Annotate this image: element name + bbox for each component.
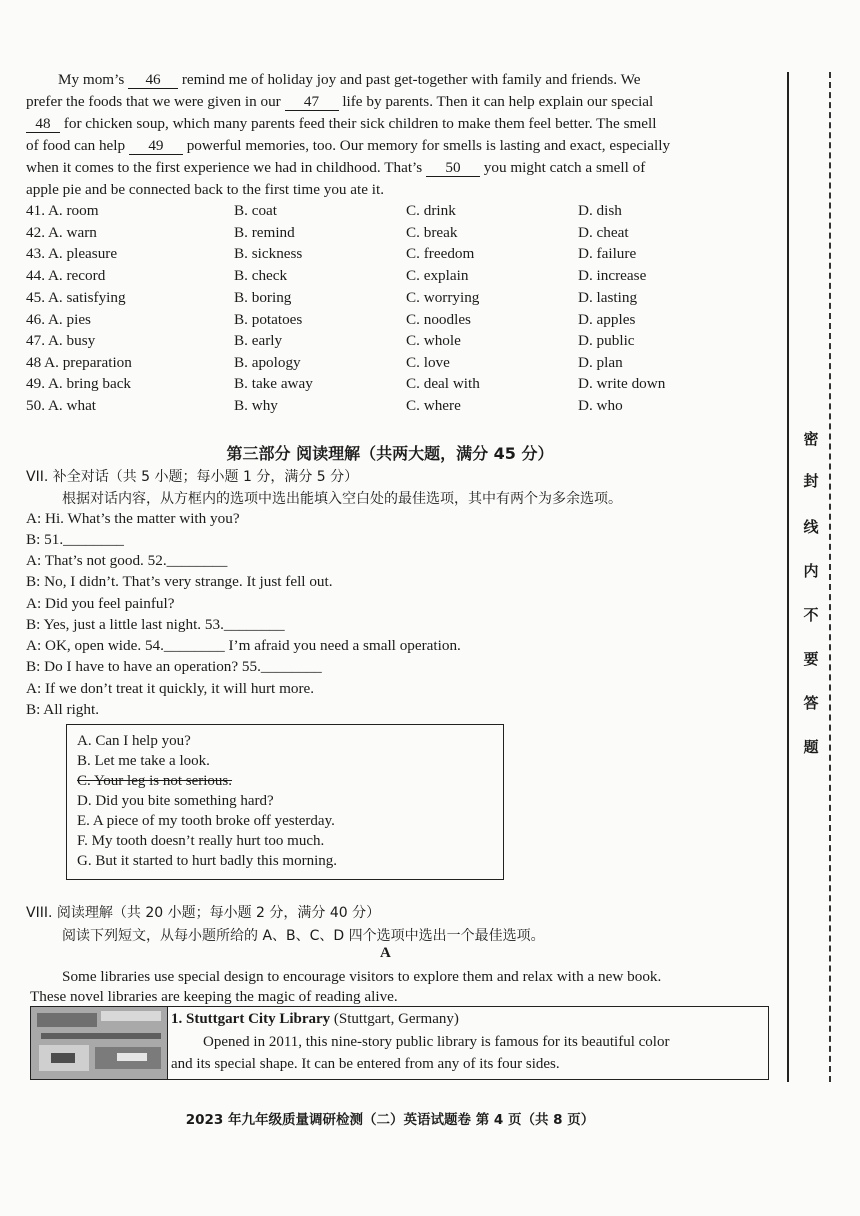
option-44-a: 44. A. record <box>26 267 106 284</box>
option-42-c: C. break <box>406 224 458 241</box>
library-text-2: and its special shape. It can be entered from any of its four sides. <box>171 1056 560 1072</box>
option-43-b: B. sickness <box>234 245 303 262</box>
option-43-d: D. failure <box>578 245 637 262</box>
option-44-b: B. check <box>234 267 288 284</box>
choice-g: G. But it started to hurt badly this morning. <box>77 853 337 869</box>
dialogue-line: B: All right. <box>26 701 99 718</box>
dialogue-line: B: Yes, just a little last night. 53.________ <box>26 616 285 633</box>
option-46-d: D. apples <box>578 311 636 328</box>
option-45-b: B. boring <box>234 289 292 306</box>
intro-line-2: These novel libraries are keeping the magic of reading alive. <box>30 988 398 1005</box>
option-45-c: C. worrying <box>406 289 480 306</box>
option-47-d: D. public <box>578 332 635 349</box>
option-41-c: C. drink <box>406 202 456 219</box>
option-49-c: C. deal with <box>406 375 480 392</box>
option-49-d: D. write down <box>578 375 666 392</box>
option-50-d: D. who <box>578 397 623 414</box>
margin-line <box>787 72 789 1082</box>
seal-char: 不 <box>803 606 819 624</box>
dialogue-line: A: If we don’t treat it quickly, it will hurt more. <box>26 680 315 697</box>
dialogue-line: A: Did you feel painful? <box>26 595 175 612</box>
passage-line-4: of food can help 49 powerful memories, too. Our memory for smells is lasting and exact, especially <box>26 137 671 154</box>
choice-b: B. Let me take a look. <box>77 753 210 769</box>
part-three-title: 第三部分 阅读理解（共两大题，满分 45 分） <box>226 444 554 463</box>
option-41-b: B. coat <box>234 202 278 219</box>
option-41-d: D. dish <box>578 202 622 219</box>
passage-letter: A <box>380 945 391 961</box>
option-45-a: 45. A. satisfying <box>26 289 126 306</box>
choices-box <box>66 724 504 880</box>
dialogue-line: B: Do I have to have an operation? 55.________ <box>26 658 322 675</box>
dialogue-line: B: 51.________ <box>26 531 124 548</box>
option-44-d: D. increase <box>578 267 647 284</box>
choice-c: C. Your leg is not serious. <box>77 773 233 789</box>
option-50-a: 50. A. what <box>26 397 97 414</box>
page-footer: 2023 年九年级质量调研检测（二）英语试题卷 第 4 页（共 8 页） <box>185 1112 595 1128</box>
passage-line-3: 48 for chicken soup, which many parents feed their sick children to make them feel better. The smell <box>26 114 656 134</box>
blank-48: 48 <box>26 115 60 133</box>
option-47-b: B. early <box>234 332 283 349</box>
choice-d: D. Did you bite something hard? <box>77 793 274 809</box>
blank-50: 50 <box>426 159 480 177</box>
option-48-d: D. plan <box>578 354 623 371</box>
library-location: (Stuttgart, Germany) <box>330 1011 459 1027</box>
choice-a: A. Can I help you? <box>77 733 191 749</box>
section-vii-heading: VII. 补全对话（共 5 小题；每小题 1 分，满分 5 分） <box>26 469 359 485</box>
option-48-b: B. apology <box>234 354 301 371</box>
library-photo <box>31 1007 168 1079</box>
blank-47: 47 <box>285 93 339 111</box>
library-heading <box>171 1011 459 1028</box>
option-44-c: C. explain <box>406 267 469 284</box>
section-viii-instruction: 阅读下列短文，从每小题所给的 A、B、C、D 四个选项中选出一个最佳选项。 <box>62 928 545 944</box>
option-46-b: B. potatoes <box>234 311 303 328</box>
seal-char: 内 <box>803 562 819 580</box>
library-text-1: Opened in 2011, this nine-story public library is famous for its beautiful color <box>203 1034 670 1050</box>
option-41-a: 41. A. room <box>26 202 99 219</box>
seal-dashed-line <box>829 72 831 1082</box>
dialogue-line: B: No, I didn’t. That’s very strange. It just fell out. <box>26 573 333 590</box>
option-45-d: D. lasting <box>578 289 638 306</box>
option-50-c: C. where <box>406 397 461 414</box>
blank-46: 46 <box>128 71 178 89</box>
choice-e: E. A piece of my tooth broke off yesterday. <box>77 813 335 829</box>
seal-char: 答 <box>803 694 819 712</box>
intro-line-1: Some libraries use special design to encourage visitors to explore them and relax with a new book. <box>62 968 662 985</box>
library-title: 1. Stuttgart City Library <box>171 1011 331 1027</box>
library-entry <box>30 1006 769 1080</box>
passage-line-2: prefer the foods that we were given in our 47 life by parents. Then it can help explain our special <box>26 93 654 110</box>
seal-char: 密 <box>803 430 819 448</box>
passage-line-5: when it comes to the first experience we had in childhood. That’s 50 you might catch a smell of <box>26 159 646 176</box>
dialogue-line: A: Hi. What’s the matter with you? <box>26 510 240 527</box>
option-42-a: 42. A. warn <box>26 224 97 241</box>
blank-49: 49 <box>129 137 183 155</box>
seal-char: 要 <box>803 650 819 668</box>
option-48-a: 48 A. preparation <box>26 354 132 371</box>
option-42-b: B. remind <box>234 224 295 241</box>
option-49-b: B. take away <box>234 375 313 392</box>
seal-char: 题 <box>803 738 819 756</box>
section-viii-heading: VIII. 阅读理解（共 20 小题；每小题 2 分，满分 40 分） <box>26 905 381 921</box>
section-vii-instruction: 根据对话内容，从方框内的选项中选出能填入空白处的最佳选项，其中有两个为多余选项。 <box>62 491 622 507</box>
option-46-c: C. noodles <box>406 311 471 328</box>
option-43-a: 43. A. pleasure <box>26 245 118 262</box>
seal-char: 线 <box>803 518 819 536</box>
option-43-c: C. freedom <box>406 245 475 262</box>
option-50-b: B. why <box>234 397 278 414</box>
option-49-a: 49. A. bring back <box>26 375 132 392</box>
choice-f: F. My tooth doesn’t really hurt too much. <box>77 833 325 849</box>
option-47-c: C. whole <box>406 332 461 349</box>
option-47-a: 47. A. busy <box>26 332 96 349</box>
passage-line-1: My mom’s 46 remind me of holiday joy and past get-together with family and friends. We <box>58 71 641 88</box>
passage-line-6: apple pie and be connected back to the first time you ate it. <box>26 181 385 198</box>
option-48-c: C. love <box>406 354 450 371</box>
seal-char: 封 <box>803 472 819 490</box>
option-46-a: 46. A. pies <box>26 311 91 328</box>
dialogue-line: A: That’s not good. 52.________ <box>26 552 228 569</box>
dialogue-line: A: OK, open wide. 54.________ I’m afraid you need a small operation. <box>26 637 461 654</box>
option-42-d: D. cheat <box>578 224 629 241</box>
